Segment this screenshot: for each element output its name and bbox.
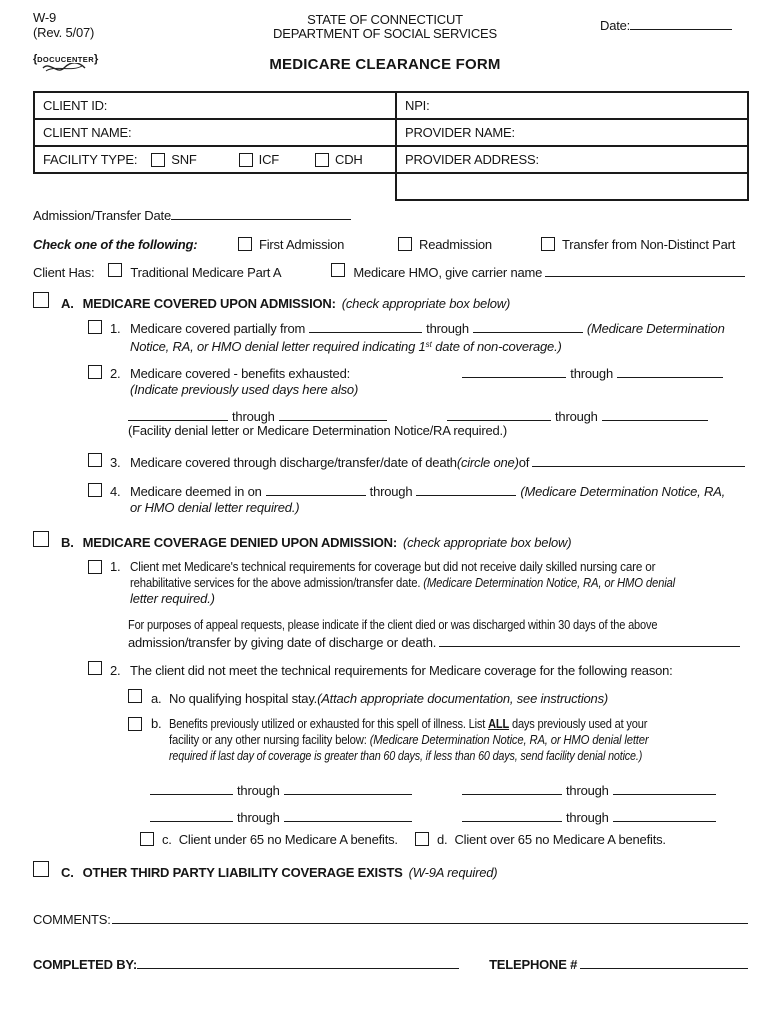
b2-text: The client did not meet the technical requirements for Medicare coverage for the following reason:: [130, 663, 673, 678]
traditional-medicare-label: Traditional Medicare Part A: [130, 265, 282, 280]
a1-through-label: through: [426, 321, 469, 336]
provider-address-label: PROVIDER ADDRESS:: [405, 152, 539, 167]
section-c-header: [33, 861, 497, 880]
item-b2: [88, 661, 753, 678]
a2-from-blank[interactable]: [462, 364, 566, 378]
b2b-r2-through1-blank[interactable]: [284, 808, 412, 822]
a3-date-blank[interactable]: [532, 453, 745, 467]
agency-name-line2: DEPARTMENT OF SOCIAL SERVICES: [273, 26, 497, 41]
a1-through-blank[interactable]: [473, 319, 583, 333]
a2-date2-from-blank[interactable]: [128, 407, 228, 421]
client-id-label: CLIENT ID:: [43, 98, 108, 113]
comments-line: [33, 910, 748, 927]
a1-note-line2: Notice, RA, or HMO denial letter required indicating 1st date of non-coverage.): [130, 339, 562, 354]
hmo-carrier-name-blank[interactable]: [545, 263, 745, 277]
b2a-checkbox[interactable]: [128, 689, 142, 703]
section-a-letter: A.: [61, 296, 74, 311]
b-appeal-line1: For purposes of appeal requests, please indicate if the client died or was discharged within 30 days of the above: [128, 617, 658, 632]
b1-line3-note: letter required.): [130, 591, 215, 606]
b2b-line2-text: facility or any other nursing facility below:: [169, 732, 370, 747]
section-a-subtitle: (check appropriate box below): [341, 296, 511, 311]
facility-snf-label: SNF: [171, 152, 197, 167]
a2-through-blank[interactable]: [617, 364, 723, 378]
telephone-label: TELEPHONE #: [489, 957, 578, 972]
a2-checkbox[interactable]: [88, 365, 102, 379]
facility-type-label: FACILITY TYPE:: [43, 152, 138, 167]
transfer-non-distinct-label: Transfer from Non-Distinct Part: [562, 237, 736, 252]
b1-line1: Client met Medicare's technical requirements for coverage but did not receive daily skilled nursing care or: [130, 559, 656, 574]
b2-cd-row: [0, 832, 770, 848]
traditional-medicare-checkbox[interactable]: [108, 263, 122, 277]
item-b1: [88, 559, 745, 607]
section-c-note: (W-9A required): [408, 865, 498, 880]
a4-checkbox[interactable]: [88, 483, 102, 497]
b2d-text: Client over 65 no Medicare A benefits.: [454, 832, 666, 847]
medicare-hmo-checkbox[interactable]: [331, 263, 345, 277]
a1-note-start: (Medicare Determination: [586, 321, 725, 336]
b2b-line1-pre: Benefits previously utilized or exhausted for this spell of illness. List: [169, 716, 489, 731]
b2b-r1-from1-blank[interactable]: [150, 781, 233, 795]
section-a-title: MEDICARE COVERED UPON ADMISSION:: [82, 296, 336, 311]
form-title: MEDICARE CLEARANCE FORM: [269, 56, 501, 73]
section-c-checkbox[interactable]: [33, 861, 49, 877]
item-b2a: [128, 689, 748, 706]
check-one-line: [0, 237, 770, 253]
provider-address-cell[interactable]: [397, 147, 747, 174]
item-a2: [88, 364, 745, 398]
a4-through-label: through: [369, 484, 413, 499]
b2b-r2-from1-blank[interactable]: [150, 808, 233, 822]
b1-line2-note: (Medicare Determination Notice, RA, or HMO denial: [423, 575, 676, 590]
a1-number: 1.: [110, 321, 121, 336]
b2b-line1-post: days previously used at your: [509, 716, 648, 731]
a2-text: Medicare covered - benefits exhausted:: [130, 366, 351, 381]
completed-by-line: [33, 955, 748, 972]
b2c-text: Client under 65 no Medicare A benefits.: [178, 832, 398, 847]
section-b-letter: B.: [61, 535, 74, 550]
client-has-label: Client Has:: [33, 265, 95, 280]
readmission-checkbox[interactable]: [398, 237, 412, 251]
a1-text: Medicare covered partially from: [130, 321, 306, 336]
appeal-date-blank[interactable]: [439, 633, 740, 647]
a4-note-start: (Medicare Determination Notice, RA,: [520, 484, 726, 499]
b2b-dates-row1: through through: [0, 781, 770, 797]
section-a-checkbox[interactable]: [33, 292, 49, 308]
b2b-line2-note: (Medicare Determination Notice, RA, or HMO denial letter: [369, 732, 649, 747]
comments-blank[interactable]: [112, 910, 748, 924]
a2-note: (Indicate previously used days here also): [130, 382, 359, 397]
section-c-letter: C.: [61, 865, 74, 880]
b2b-r1-through1-blank[interactable]: [284, 781, 412, 795]
provider-info-table: [395, 91, 749, 201]
client-id-cell[interactable]: [35, 93, 397, 120]
section-b-header: [33, 531, 571, 550]
logo-text: DOCUCENTER: [37, 55, 95, 64]
npi-label: NPI:: [405, 98, 430, 113]
a4-through-blank[interactable]: [416, 482, 516, 496]
admission-transfer-date-blank[interactable]: [171, 206, 351, 220]
provider-name-cell[interactable]: [397, 120, 747, 147]
form-revision: (Rev. 5/07): [33, 25, 95, 40]
item-a1: [88, 319, 753, 355]
a2-date3-through-blank[interactable]: [602, 407, 708, 421]
b1-checkbox[interactable]: [88, 560, 102, 574]
b2a-note: (Attach appropriate documentation, see instructions): [317, 691, 609, 706]
agency-name-line1: STATE OF CONNECTICUT: [307, 12, 463, 27]
b2c-letter: c.: [162, 832, 172, 847]
b2b-r1-through2-blank[interactable]: [613, 781, 716, 795]
facility-cdh-checkbox[interactable]: [315, 153, 329, 167]
readmission-label: Readmission: [419, 237, 492, 252]
client-info-table: [33, 91, 397, 174]
npi-cell[interactable]: [397, 93, 747, 120]
facility-cdh-label: CDH: [335, 152, 363, 167]
b2b-r1-from2-blank[interactable]: [462, 781, 562, 795]
a2-date2-through-blank[interactable]: [279, 407, 387, 421]
provider-address-extra-cell[interactable]: [397, 174, 747, 199]
first-admission-checkbox[interactable]: [238, 237, 252, 251]
a4-text: Medicare deemed in on: [130, 484, 262, 499]
b2b-r2-from2-blank[interactable]: [462, 808, 562, 822]
b2b-dates-row2: through through: [0, 808, 770, 824]
client-has-line: [33, 263, 745, 280]
a3-of-label: of: [518, 455, 530, 470]
section-a-header: [33, 292, 510, 311]
section-c-title: OTHER THIRD PARTY LIABILITY COVERAGE EXISTS: [82, 865, 403, 880]
client-name-label: CLIENT NAME:: [43, 125, 132, 140]
b2-checkbox[interactable]: [88, 661, 102, 675]
section-b-checkbox[interactable]: [33, 531, 49, 547]
b2b-line3-note: required if last day of coverage is greater than 60 days, if less than 60 days, send facility denial notice.): [169, 748, 643, 763]
b2d-checkbox[interactable]: [415, 832, 429, 846]
a2-note2: (Facility denial letter or Medicare Determination Notice/RA required.): [128, 423, 508, 438]
b-appeal-paragraph: [128, 617, 745, 651]
b1-line2-text: rehabilitative services for the above admission/transfer date.: [130, 575, 424, 590]
logo-right-brace-icon: }: [94, 53, 99, 65]
b2b-letter: b.: [151, 716, 162, 731]
a2-through-label: through: [570, 366, 613, 381]
completed-by-label: COMPLETED BY:: [33, 957, 138, 972]
item-a3: [88, 453, 745, 470]
admission-transfer-date-line: [33, 206, 351, 223]
facility-snf-checkbox[interactable]: [151, 153, 165, 167]
b2b-checkbox[interactable]: [128, 717, 142, 731]
medicare-hmo-label: Medicare HMO, give carrier name: [353, 265, 543, 280]
check-one-label: Check one of the following:: [33, 237, 198, 252]
a3-checkbox[interactable]: [88, 453, 102, 467]
b2d-letter: d.: [437, 832, 448, 847]
section-b-title: MEDICARE COVERAGE DENIED UPON ADMISSION:: [82, 535, 397, 550]
transfer-non-distinct-checkbox[interactable]: [541, 237, 555, 251]
a2-date3-from-blank[interactable]: [447, 407, 551, 421]
admission-transfer-date-label: Admission/Transfer Date: [33, 208, 171, 223]
a4-note-line2: or HMO denial letter required.): [130, 500, 300, 515]
b-appeal-line2: admission/transfer by giving date of discharge or death.: [128, 635, 437, 650]
provider-name-label: PROVIDER NAME:: [405, 125, 515, 140]
facility-type-cell: [35, 147, 397, 172]
a4-number: 4.: [110, 484, 121, 499]
a1-checkbox[interactable]: [88, 320, 102, 334]
date-blank[interactable]: [630, 16, 732, 30]
first-admission-label: First Admission: [259, 237, 345, 252]
b2c-checkbox[interactable]: [140, 832, 154, 846]
b2b-all-emphasis: ALL: [488, 716, 510, 731]
b1-number: 1.: [110, 559, 121, 574]
a2-number: 2.: [110, 366, 121, 381]
b2a-letter: a.: [151, 691, 162, 706]
date-label: Date:: [600, 18, 631, 33]
form-number: W-9: [33, 10, 56, 25]
logo-left-brace-icon: {: [33, 53, 38, 65]
b2-number: 2.: [110, 663, 121, 678]
a2-extra-dates-row: through through: [0, 407, 770, 423]
a1-from-blank[interactable]: [309, 319, 422, 333]
a3-text: Medicare covered through discharge/transfer/date of death: [130, 455, 457, 470]
a4-from-blank[interactable]: [266, 482, 366, 496]
client-name-cell[interactable]: [35, 120, 397, 147]
date-field-group: [600, 16, 732, 33]
b2a-text: No qualifying hospital stay.: [169, 691, 318, 706]
item-b2b: [128, 716, 748, 764]
b2b-r2-through2-blank[interactable]: [613, 808, 716, 822]
item-a4: [88, 482, 753, 516]
completed-by-blank[interactable]: [137, 955, 459, 969]
a3-number: 3.: [110, 455, 121, 470]
facility-icf-label: ICF: [258, 152, 280, 167]
comments-label: COMMENTS:: [33, 912, 111, 927]
telephone-blank[interactable]: [580, 955, 748, 969]
facility-icf-checkbox[interactable]: [239, 153, 253, 167]
section-b-subtitle: (check appropriate box below): [403, 535, 572, 550]
a3-circle-one: (circle one): [456, 455, 519, 470]
